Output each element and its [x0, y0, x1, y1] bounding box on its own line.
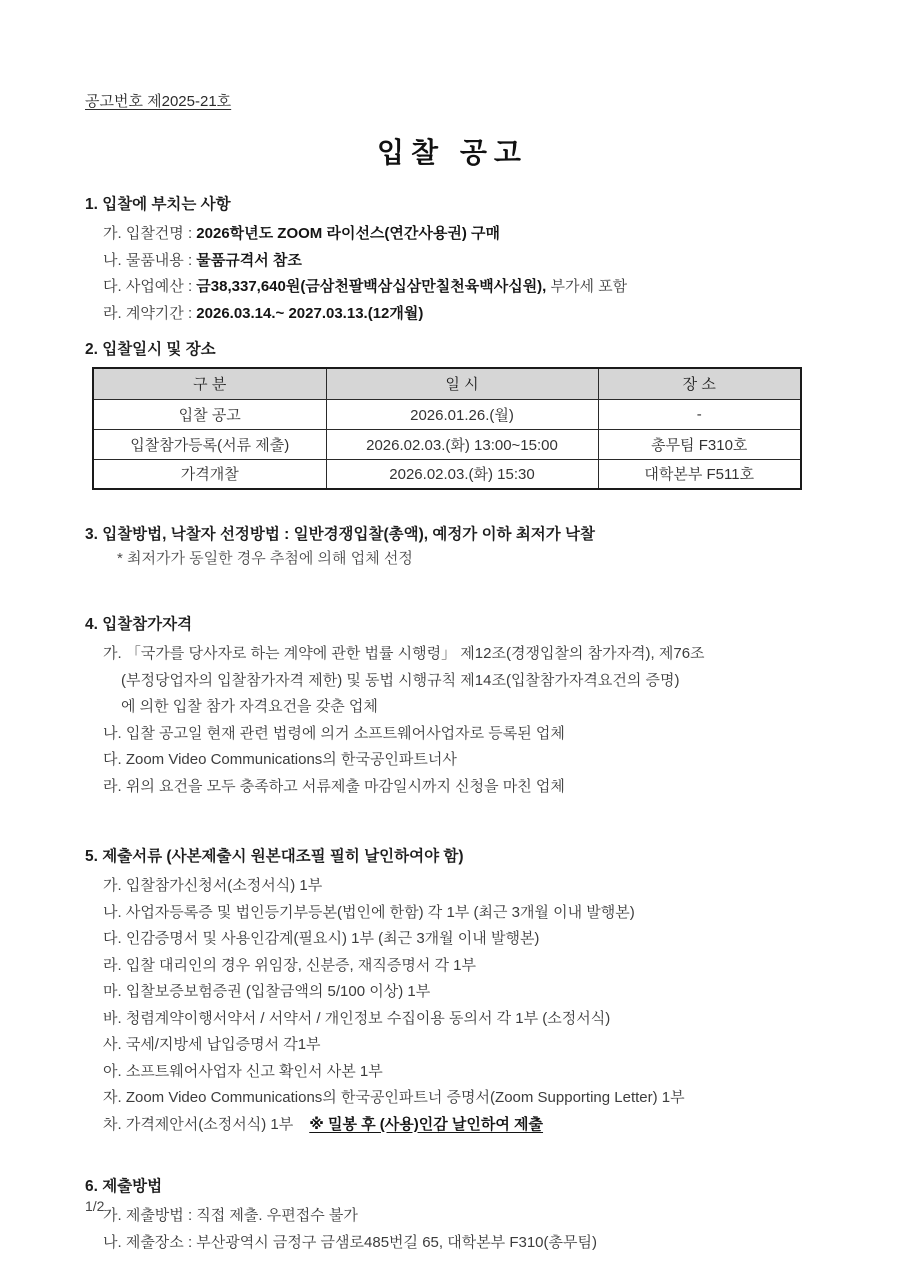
cell-datetime: 2026.02.03.(화) 13:00~15:00	[326, 429, 598, 459]
item-value: 2026학년도 ZOOM 라이선스(연간사용권) 구매	[196, 225, 501, 242]
cell-category: 입찰참가등록(서류 제출)	[93, 429, 326, 459]
table-header-datetime: 일 시	[326, 368, 598, 399]
list-item-doc-6: 바. 청렴계약이행서약서 / 서약서 / 개인정보 수집이용 동의서 각 1부 (소정서식)	[103, 1009, 611, 1027]
item-value: 2026.03.14.~ 2027.03.13.(12개월)	[196, 304, 424, 322]
cell-place: 대학본부 F511호	[598, 459, 801, 489]
list-item-doc-9: 자. Zoom Video Communications의 한국공인파트너 증명서(Zoom Supporting Letter) 1부	[103, 1089, 685, 1106]
list-item-goods	[85, 248, 820, 275]
list-item-qualification-na: 나. 입찰 공고일 현재 관련 법령에 의거 소프트웨어사업자로 등록된 업체	[103, 724, 565, 742]
cell-place: -	[598, 399, 801, 429]
section-4-items	[85, 641, 820, 800]
list-item-doc-2: 나. 사업자등록증 및 법인등기부등본(법인에 한함) 각 1부 (최근 3개월 이내 발행본)	[103, 903, 635, 921]
section-5-heading: 5. 제출서류 (사본제출시 원본대조필 필히 날인하여야 함)	[85, 848, 464, 865]
section-6-items	[85, 1203, 820, 1256]
section-6-heading: 6. 제출방법	[85, 1178, 163, 1195]
list-item-qualification-ga-line3: 에 의한 입찰 참가 자격요건을 갖춘 업체	[121, 698, 378, 715]
item-value: 금38,337,640원(금삼천팔백삼십삼만칠천육백사십원),	[196, 278, 547, 295]
item-label: 다. 사업예산 :	[103, 278, 197, 295]
notice-number: 공고번호 제2025-21호	[85, 93, 232, 110]
cell-category: 입찰 공고	[93, 399, 326, 429]
item-value: 물품규격서 참조	[196, 251, 302, 269]
schedule-table	[92, 367, 802, 490]
table-header-category: 구 분	[93, 368, 326, 399]
list-item-doc-5: 마. 입찰보증보험증권 (입찰금액의 5/100 이상) 1부	[103, 983, 431, 1000]
page-title: 입찰 공고	[377, 137, 528, 168]
section-3-note: * 최저가가 동일한 경우 추첨에 의해 업체 선정	[117, 550, 413, 567]
list-item-qualification-da: 다. Zoom Video Communications의 한국공인파트너사	[103, 751, 457, 768]
item-suffix: 부가세 포함	[546, 278, 628, 295]
list-item-doc-4: 라. 입찰 대리인의 경우 위임장, 신분증, 재직증명서 각 1부	[103, 956, 476, 974]
list-item-doc-7: 사. 국세/지방세 납입증명서 각1부	[103, 1036, 321, 1053]
item-text: 차. 가격제안서(소정서식) 1부	[103, 1115, 294, 1133]
table-header-place: 장 소	[598, 368, 801, 399]
sealing-requirement-note: ※ 밀봉 후 (사용)인감 날인하여 제출	[309, 1115, 544, 1133]
list-item-doc-1: 가. 입찰참가신청서(소정서식) 1부	[103, 877, 323, 894]
table-row-price-opening	[93, 459, 801, 489]
cell-datetime: 2026.01.26.(월)	[326, 399, 598, 429]
list-item-doc-8: 아. 소프트웨어사업자 신고 확인서 사본 1부	[103, 1062, 383, 1080]
cell-category: 가격개찰	[93, 459, 326, 489]
list-item-submit-method: 가. 제출방법 : 직접 제출. 우편접수 불가	[103, 1207, 358, 1224]
table-row-registration	[93, 429, 801, 459]
item-label: 나. 물품내용 :	[103, 251, 197, 269]
list-item-qualification-ga-line2: (부정당업자의 입찰참가자격 제한) 및 동법 시행규칙 제14조(입찰참가자격요건의 증명)	[121, 671, 680, 689]
section-5-items	[85, 873, 820, 1138]
list-item-bid-name	[85, 221, 820, 248]
cell-datetime: 2026.02.03.(화) 15:30	[326, 459, 598, 489]
section-4-heading: 4. 입찰참가자격	[85, 616, 193, 633]
item-label: 가. 입찰건명 :	[103, 225, 197, 242]
list-item-budget	[85, 274, 820, 301]
cell-place: 총무팀 F310호	[598, 429, 801, 459]
section-3-heading: 3. 입찰방법, 낙찰자 선정방법 : 일반경쟁입찰(총액), 예정가 이하 최저가 낙찰	[85, 526, 596, 543]
list-item-doc-3: 다. 인감증명서 및 사용인감계(필요시) 1부 (최근 3개월 이내 발행본)	[103, 930, 540, 947]
table-row-announcement	[93, 399, 801, 429]
list-item-qualification-ga-line1: 가. 「국가를 당사자로 하는 계약에 관한 법률 시행령」 제12조(경쟁입찰의 참가자격), 제76조	[103, 645, 705, 662]
list-item-doc-10	[85, 1112, 820, 1139]
list-item-qualification-ra: 라. 위의 요건을 모두 충족하고 서류제출 마감일시까지 신청을 마친 업체	[103, 777, 565, 795]
section-1-heading: 1. 입찰에 부치는 사항	[85, 196, 231, 213]
table-header-row	[93, 368, 801, 399]
list-item-contract-period	[85, 301, 820, 328]
item-label: 라. 계약기간 :	[103, 304, 197, 322]
page-number: 1/2	[85, 1198, 105, 1214]
section-1-items	[85, 221, 820, 327]
section-2-heading: 2. 입찰일시 및 장소	[85, 341, 216, 358]
list-item-submit-place: 나. 제출장소 : 부산광역시 금정구 금샘로485번길 65, 대학본부 F310(총무팀)	[103, 1233, 597, 1251]
